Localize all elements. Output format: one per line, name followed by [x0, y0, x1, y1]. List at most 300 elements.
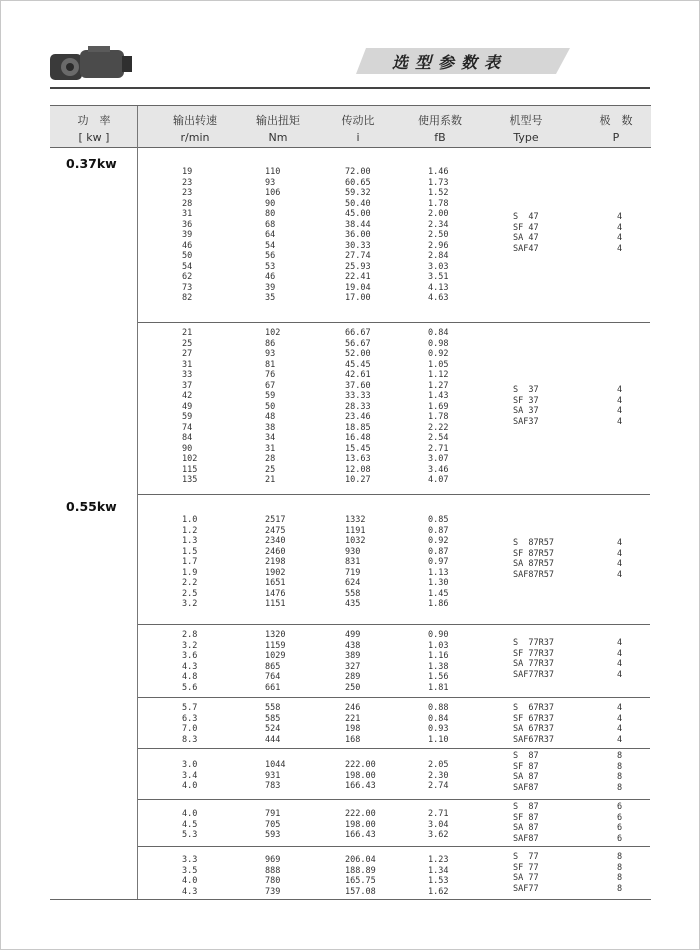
cell-value: 1029: [265, 651, 286, 661]
cell-value: 28: [182, 198, 193, 209]
cell-value: 90: [182, 443, 193, 454]
cell-value: 222.00: [345, 760, 376, 770]
ratio-column: [345, 630, 360, 693]
header-power: 功 率 [ kw ]: [77, 114, 111, 144]
cell-value: 4: [617, 703, 623, 713]
cell-value: 0.84: [428, 713, 449, 724]
cell-value: 6: [617, 802, 623, 812]
cell-value: 48: [265, 412, 276, 422]
spec-group: [138, 495, 650, 625]
cell-value: 1.10: [428, 734, 449, 745]
cell-value: 8.3: [182, 734, 198, 745]
cell-value: 34: [265, 433, 276, 443]
torque-column: [265, 809, 280, 841]
cell-value: 780: [265, 876, 281, 886]
cell-value: 4: [617, 395, 623, 406]
cell-value: S 87R57: [513, 538, 554, 548]
ratio-column: [345, 167, 371, 304]
cell-value: 6.3: [182, 713, 198, 724]
cell-value: 56: [265, 251, 276, 261]
cell-value: SF 77R37: [513, 648, 554, 659]
cell-value: 3.07: [428, 454, 449, 464]
cell-value: 3.4: [182, 770, 198, 781]
cell-value: 16.48: [345, 433, 371, 443]
service-factor-column: [428, 855, 448, 897]
cell-value: 0.93: [428, 724, 449, 734]
cell-value: 1032: [345, 536, 366, 546]
cell-value: 206.04: [345, 855, 376, 865]
cell-value: 46: [265, 272, 276, 282]
cell-value: SF 87: [513, 812, 539, 823]
type-column: [513, 385, 539, 427]
cell-value: 1.73: [428, 177, 449, 188]
cell-value: SA 77R37: [513, 659, 554, 669]
cell-value: 62: [182, 272, 193, 282]
cell-value: 1902: [265, 567, 286, 578]
cell-value: 8: [617, 862, 623, 873]
cell-value: 39: [265, 282, 276, 293]
cell-value: 2.8: [182, 630, 198, 640]
cell-value: 246: [345, 703, 361, 713]
cell-value: 59: [265, 391, 276, 401]
cell-value: 558: [265, 703, 281, 713]
cell-value: 1.13: [428, 567, 449, 578]
cell-value: 1.05: [428, 359, 449, 370]
cell-value: 1151: [265, 599, 286, 609]
cell-value: 33.33: [345, 391, 371, 401]
cell-value: 1.23: [428, 855, 449, 865]
cell-value: 39: [182, 230, 193, 240]
cell-value: 3.62: [428, 830, 449, 840]
service-factor-column: [428, 328, 448, 486]
cell-value: 31: [182, 209, 193, 219]
spec-group: [138, 149, 650, 323]
cell-value: SF 87R57: [513, 548, 554, 559]
cell-value: S 77: [513, 852, 539, 862]
cell-value: 661: [265, 682, 281, 693]
power-label-055: 0.55kw: [66, 499, 117, 514]
cell-value: 4: [617, 222, 623, 233]
cell-value: 8: [617, 782, 623, 793]
cell-value: 45.45: [345, 359, 371, 370]
cell-value: 4: [617, 538, 623, 548]
cell-value: 783: [265, 781, 281, 791]
cell-value: 705: [265, 819, 281, 830]
cell-value: 4.3: [182, 886, 198, 897]
torque-column: [265, 328, 280, 486]
page-title: 选型参数表: [392, 53, 508, 72]
cell-value: 2.96: [428, 240, 449, 251]
cell-value: 2517: [265, 515, 286, 525]
cell-value: 1.3: [182, 536, 198, 546]
cell-value: 1.30: [428, 578, 449, 588]
torque-column: [265, 630, 285, 693]
speed-column: [182, 630, 197, 693]
cell-value: 90: [265, 198, 276, 209]
cell-value: S 67R37: [513, 703, 554, 713]
cell-value: 0.90: [428, 630, 449, 640]
header-ratio: 传动比 i: [341, 114, 375, 144]
cell-value: 3.0: [182, 760, 198, 770]
cell-value: SA 47: [513, 233, 539, 243]
cell-value: 56.67: [345, 338, 371, 349]
cell-value: 0.98: [428, 338, 449, 349]
cell-value: 3.04: [428, 819, 449, 830]
cell-value: 25: [265, 464, 276, 475]
cell-value: SAF77: [513, 883, 539, 894]
spec-group: [138, 800, 650, 847]
poles-column: [617, 538, 622, 580]
cell-value: 3.6: [182, 651, 198, 661]
cell-value: 28.33: [345, 401, 371, 412]
cell-value: 86: [265, 338, 276, 349]
cell-value: SA 77: [513, 873, 539, 883]
cell-value: 54: [182, 261, 193, 272]
cell-value: 5.7: [182, 703, 198, 713]
cell-value: 3.51: [428, 272, 449, 282]
cell-value: 8: [617, 852, 623, 862]
cell-value: 4.8: [182, 672, 198, 682]
cell-value: 3.03: [428, 261, 449, 272]
cell-value: 13.63: [345, 454, 371, 464]
poles-column: [617, 385, 622, 427]
cell-value: 593: [265, 830, 281, 840]
cell-value: 59: [182, 412, 193, 422]
cell-value: 1476: [265, 588, 286, 599]
cell-value: 3.46: [428, 464, 449, 475]
cell-value: 23: [182, 188, 193, 198]
cell-value: 2475: [265, 525, 286, 536]
cell-value: 0.85: [428, 515, 449, 525]
cell-value: 5.3: [182, 830, 198, 840]
cell-value: 82: [182, 293, 193, 303]
ratio-column: [345, 515, 365, 610]
cell-value: 4: [617, 406, 623, 416]
cell-value: 93: [265, 177, 276, 188]
cell-value: 166.43: [345, 781, 376, 791]
cell-value: 888: [265, 865, 281, 876]
cell-value: 1.45: [428, 588, 449, 599]
cell-value: 2.5: [182, 588, 198, 599]
cell-value: 49: [182, 401, 193, 412]
cell-value: 1.52: [428, 188, 449, 198]
cell-value: S 37: [513, 385, 539, 395]
cell-value: 1.34: [428, 865, 449, 876]
cell-value: 4: [617, 233, 623, 243]
cell-value: 8: [617, 751, 623, 761]
cell-value: 168: [345, 734, 361, 745]
cell-value: 23.46: [345, 412, 371, 422]
cell-value: 4.0: [182, 809, 198, 819]
speed-column: [182, 809, 197, 841]
cell-value: 1.16: [428, 651, 449, 661]
cell-value: 764: [265, 672, 281, 682]
cell-value: 30.33: [345, 240, 371, 251]
cell-value: 15.45: [345, 443, 371, 454]
cell-value: S 87: [513, 802, 539, 812]
cell-value: 2.2: [182, 578, 198, 588]
cell-value: 4: [617, 243, 623, 254]
cell-value: 4.0: [182, 781, 198, 791]
spec-group: [138, 625, 650, 698]
cell-value: 198.00: [345, 819, 376, 830]
cell-value: 64: [265, 230, 276, 240]
type-column: [513, 751, 539, 793]
speed-column: [182, 167, 192, 304]
cell-value: 188.89: [345, 865, 376, 876]
cell-value: 2.54: [428, 433, 449, 443]
cell-value: 6: [617, 833, 623, 844]
cell-value: 524: [265, 724, 281, 734]
cell-value: 50: [265, 401, 276, 412]
cell-value: 4: [617, 212, 623, 222]
cell-value: 0.87: [428, 546, 449, 557]
cell-value: 4: [617, 559, 623, 569]
spec-group: [138, 698, 650, 749]
cell-value: 31: [265, 443, 276, 454]
table-header: [50, 106, 651, 148]
cell-value: 1044: [265, 760, 286, 770]
cell-value: 19: [182, 167, 193, 177]
cell-value: 80: [265, 209, 276, 219]
cell-value: 115: [182, 464, 198, 475]
cell-value: 969: [265, 855, 281, 865]
cell-value: 4.07: [428, 475, 449, 485]
cell-value: 2460: [265, 546, 286, 557]
cell-value: 106: [265, 188, 281, 198]
cell-value: 4.0: [182, 876, 198, 886]
cell-value: 1332: [345, 515, 366, 525]
cell-value: 10.27: [345, 475, 371, 485]
cell-value: 68: [265, 219, 276, 230]
cell-value: 1.53: [428, 876, 449, 886]
cell-value: 1.0: [182, 515, 198, 525]
cell-value: 2.71: [428, 809, 449, 819]
cell-value: 198: [345, 724, 361, 734]
cell-value: SA 87R57: [513, 559, 554, 569]
cell-value: 444: [265, 734, 281, 745]
cell-value: 222.00: [345, 809, 376, 819]
cell-value: 2340: [265, 536, 286, 546]
poles-column: [617, 751, 622, 793]
cell-value: 435: [345, 599, 361, 609]
cell-value: 2.00: [428, 209, 449, 219]
cell-value: 1159: [265, 640, 286, 651]
cell-value: 110: [265, 167, 281, 177]
torque-column: [265, 167, 280, 304]
cell-value: 438: [345, 640, 361, 651]
cell-value: 4: [617, 569, 623, 580]
cell-value: 739: [265, 886, 281, 897]
cell-value: 8: [617, 772, 623, 782]
cell-value: 8: [617, 761, 623, 772]
cell-value: 1.62: [428, 886, 449, 897]
cell-value: 1.2: [182, 525, 198, 536]
cell-value: 558: [345, 588, 361, 599]
cell-value: 4.63: [428, 293, 449, 303]
cell-value: 719: [345, 567, 361, 578]
cell-value: 33: [182, 370, 193, 380]
cell-value: 1.78: [428, 412, 449, 422]
cell-value: 52.00: [345, 349, 371, 359]
cell-value: SA 87: [513, 772, 539, 782]
cell-value: 3.2: [182, 599, 198, 609]
cell-value: SF 47: [513, 222, 539, 233]
cell-value: 1.81: [428, 682, 449, 693]
cell-value: 0.88: [428, 703, 449, 713]
cell-value: 0.84: [428, 328, 449, 338]
cell-value: 2.71: [428, 443, 449, 454]
header-service-factor: 使用系数 fB: [418, 114, 462, 144]
cell-value: 28: [265, 454, 276, 464]
cell-value: 3.3: [182, 855, 198, 865]
cell-value: 8: [617, 883, 623, 894]
cell-value: 60.65: [345, 177, 371, 188]
service-factor-column: [428, 167, 448, 304]
cell-value: 17.00: [345, 293, 371, 303]
cell-value: 831: [345, 557, 361, 567]
cell-value: 21: [265, 475, 276, 485]
header-speed: 输出转速 r/min: [173, 114, 217, 144]
cell-value: S 47: [513, 212, 539, 222]
cell-value: SF 37: [513, 395, 539, 406]
cell-value: 74: [182, 422, 193, 433]
poles-column: [617, 852, 622, 894]
cell-value: 2.84: [428, 251, 449, 261]
torque-column: [265, 515, 285, 610]
cell-value: 102: [265, 328, 281, 338]
service-factor-column: [428, 703, 448, 745]
cell-value: 6: [617, 823, 623, 833]
cell-value: 102: [182, 454, 198, 464]
speed-column: [182, 515, 197, 610]
poles-column: [617, 802, 622, 844]
torque-column: [265, 855, 280, 897]
spec-group: [138, 323, 650, 495]
cell-value: 31: [182, 359, 193, 370]
cell-value: 930: [345, 546, 361, 557]
cell-value: 1.03: [428, 640, 449, 651]
cell-value: 1.56: [428, 672, 449, 682]
ratio-column: [345, 760, 376, 792]
cell-value: 38: [265, 422, 276, 433]
cell-value: 36.00: [345, 230, 371, 240]
cell-value: S 77R37: [513, 638, 554, 648]
service-factor-column: [428, 760, 448, 792]
cell-value: 4: [617, 734, 623, 745]
cell-value: 931: [265, 770, 281, 781]
cell-value: 2.34: [428, 219, 449, 230]
cell-value: S 87: [513, 751, 539, 761]
poles-column: [617, 703, 622, 745]
cell-value: 46: [182, 240, 193, 251]
header-torque: 输出扭矩 Nm: [256, 114, 300, 144]
cell-value: 4: [617, 548, 623, 559]
speed-column: [182, 703, 197, 745]
service-factor-column: [428, 515, 448, 610]
cell-value: SA 37: [513, 406, 539, 416]
cell-value: 37.60: [345, 380, 371, 391]
cell-value: 221: [345, 713, 361, 724]
cell-value: 72.00: [345, 167, 371, 177]
cell-value: 389: [345, 651, 361, 661]
cell-value: 27: [182, 349, 193, 359]
cell-value: 67: [265, 380, 276, 391]
type-column: [513, 538, 554, 580]
cell-value: 18.85: [345, 422, 371, 433]
gear-motor-icon: [50, 46, 132, 84]
cell-value: 165.75: [345, 876, 376, 886]
cell-value: SF 77: [513, 862, 539, 873]
cell-value: 865: [265, 661, 281, 672]
cell-value: 250: [345, 682, 361, 693]
speed-column: [182, 855, 197, 897]
cell-value: 66.67: [345, 328, 371, 338]
cell-value: SA 87: [513, 823, 539, 833]
cell-value: SAF87: [513, 782, 539, 793]
spec-group: [138, 749, 650, 800]
ratio-column: [345, 328, 371, 486]
torque-column: [265, 760, 285, 792]
cell-value: 3.5: [182, 865, 198, 876]
cell-value: 1.46: [428, 167, 449, 177]
poles-column: [617, 638, 622, 680]
cell-value: 2.50: [428, 230, 449, 240]
service-factor-column: [428, 630, 448, 693]
cell-value: 38.44: [345, 219, 371, 230]
cell-value: 4.5: [182, 819, 198, 830]
cell-value: 327: [345, 661, 361, 672]
cell-value: 198.00: [345, 770, 376, 781]
cell-value: SAF47: [513, 243, 539, 254]
cell-value: 5.6: [182, 682, 198, 693]
cell-value: 1.27: [428, 380, 449, 391]
cell-value: 1.78: [428, 198, 449, 209]
cell-value: 4: [617, 638, 623, 648]
cell-value: 1.43: [428, 391, 449, 401]
cell-value: 73: [182, 282, 193, 293]
cell-value: 157.08: [345, 886, 376, 897]
cell-value: 4: [617, 648, 623, 659]
cell-value: 42: [182, 391, 193, 401]
cell-value: 0.92: [428, 536, 449, 546]
cell-value: 1191: [345, 525, 366, 536]
cell-value: 54: [265, 240, 276, 251]
type-column: [513, 212, 539, 254]
cell-value: 0.87: [428, 525, 449, 536]
cell-value: 93: [265, 349, 276, 359]
type-column: [513, 802, 539, 844]
cell-value: 2.05: [428, 760, 449, 770]
type-column: [513, 703, 554, 745]
ratio-column: [345, 809, 376, 841]
cell-value: 59.32: [345, 188, 371, 198]
cell-value: 22.41: [345, 272, 371, 282]
cell-value: 37: [182, 380, 193, 391]
selection-table: [50, 105, 651, 900]
cell-value: 36: [182, 219, 193, 230]
service-factor-column: [428, 809, 448, 841]
cell-value: 4.13: [428, 282, 449, 293]
poles-column: [617, 212, 622, 254]
cell-value: 6: [617, 812, 623, 823]
cell-value: SF 87: [513, 761, 539, 772]
cell-value: 42.61: [345, 370, 371, 380]
cell-value: 1.69: [428, 401, 449, 412]
cell-value: 23: [182, 177, 193, 188]
cell-value: 81: [265, 359, 276, 370]
cell-value: 4.3: [182, 661, 198, 672]
